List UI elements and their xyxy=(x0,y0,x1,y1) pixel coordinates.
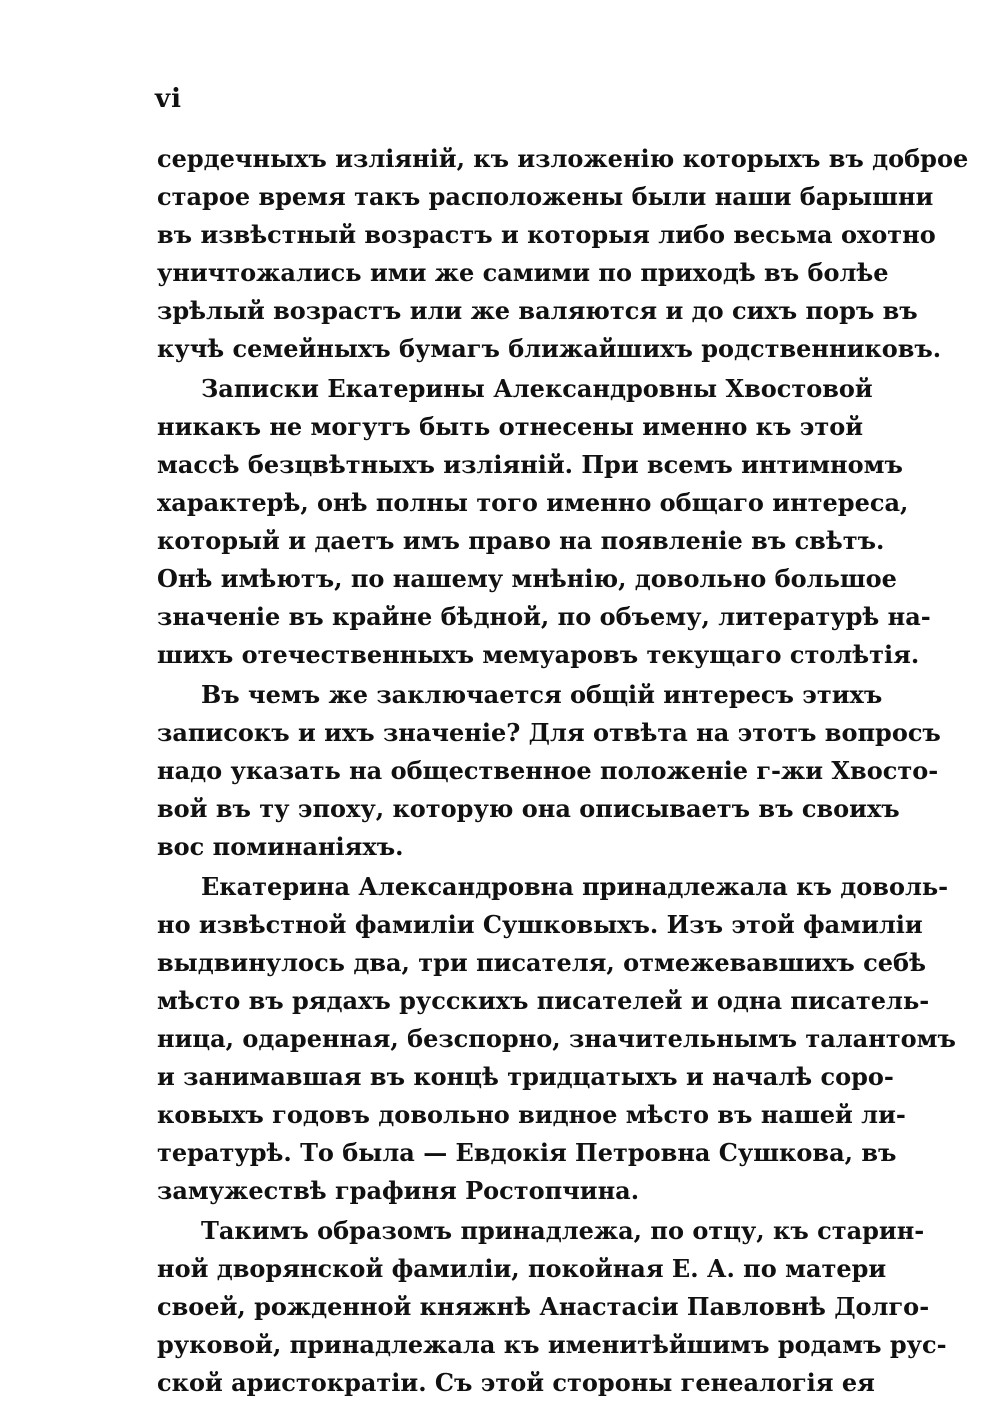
paragraph xyxy=(157,868,956,1210)
text-line: руковой, принадлежала къ именитѣйшимъ родамъ рус- xyxy=(157,1330,947,1359)
text-line: вос поминаніяхъ. xyxy=(157,832,404,861)
text-line: своей, рожденной княжнѣ Анастасіи Павловнѣ Долго- xyxy=(157,1292,930,1321)
text-line: Онѣ имѣютъ, по нашему мнѣнію, довольно большое xyxy=(157,564,897,593)
text-line: записокъ и ихъ значеніе? Для отвѣта на этотъ вопросъ xyxy=(157,718,941,747)
text-line: массѣ безцвѣтныхъ изліяній. При всемъ интимномъ xyxy=(157,450,903,479)
text-line: старое время такъ расположены были наши барышни xyxy=(157,182,934,211)
text-line: но извѣстной фамиліи Сушковыхъ. Изъ этой фамиліи xyxy=(157,910,923,939)
text-line: значеніе въ крайне бѣдной, по объему, литературѣ на- xyxy=(157,602,931,631)
text-line: ковыхъ годовъ довольно видное мѣсто въ нашей ли- xyxy=(157,1100,906,1129)
text-line: мѣсто въ рядахъ русскихъ писателей и одна писатель- xyxy=(157,986,930,1015)
text-line: характерѣ, онѣ полны того именно общаго интереса, xyxy=(157,488,909,517)
text-line: кучѣ семейныхъ бумагъ ближайшихъ родственниковъ. xyxy=(157,334,942,363)
text-line: и занимавшая въ концѣ тридцатыхъ и началѣ соро- xyxy=(157,1062,894,1091)
text-line: тературѣ. То была — Евдокія Петровна Сушкова, въ xyxy=(157,1138,897,1167)
text-line: надо указать на общественное положеніе г-жи Хвосто- xyxy=(157,756,939,785)
text-line: никакъ не могутъ быть отнесены именно къ этой xyxy=(157,412,864,441)
text-line: зрѣлый возрастъ или же валяются и до сихъ поръ въ xyxy=(157,296,918,325)
paragraph xyxy=(157,140,969,368)
text-line: Записки Екатерины Александровны Хвостовой xyxy=(201,374,873,403)
text-line: ной дворянской фамиліи, покойная Е. А. по матери xyxy=(157,1254,887,1283)
paragraph xyxy=(157,370,931,674)
text-line: въ извѣстный возрастъ и которыя либо весьма охотно xyxy=(157,220,936,249)
text-line: Екатерина Александровна принадлежала къ доволь- xyxy=(201,872,949,901)
body-text xyxy=(157,140,969,1404)
text-line: сердечныхъ изліяній, къ изложенію которыхъ въ доброе xyxy=(157,144,969,173)
text-line: шихъ отечественныхъ мемуаровъ текущаго столѣтія. xyxy=(157,640,920,669)
text-line: вой въ ту эпоху, которую она описываетъ въ своихъ xyxy=(157,794,900,823)
text-line: который и даетъ имъ право на появленіе въ свѣтъ. xyxy=(157,526,885,555)
page-number: vi xyxy=(155,84,182,114)
text-line: ской аристократіи. Съ этой стороны генеалогія ея xyxy=(157,1368,875,1397)
paragraph xyxy=(157,676,941,866)
text-line: Въ чемъ же заключается общій интересъ этихъ xyxy=(201,680,883,709)
text-line: Такимъ образомъ принадлежа, по отцу, къ старин- xyxy=(201,1216,925,1245)
text-line: ница, одаренная, безспорно, значительнымъ талантомъ xyxy=(157,1024,956,1053)
text-line: уничтожались ими же самими по приходѣ въ болѣе xyxy=(157,258,889,287)
text-line: выдвинулось два, три писателя, отмежевавшихъ себѣ xyxy=(157,948,926,977)
text-line: замужествѣ графиня Ростопчина. xyxy=(157,1176,640,1205)
paragraph xyxy=(157,1212,947,1402)
